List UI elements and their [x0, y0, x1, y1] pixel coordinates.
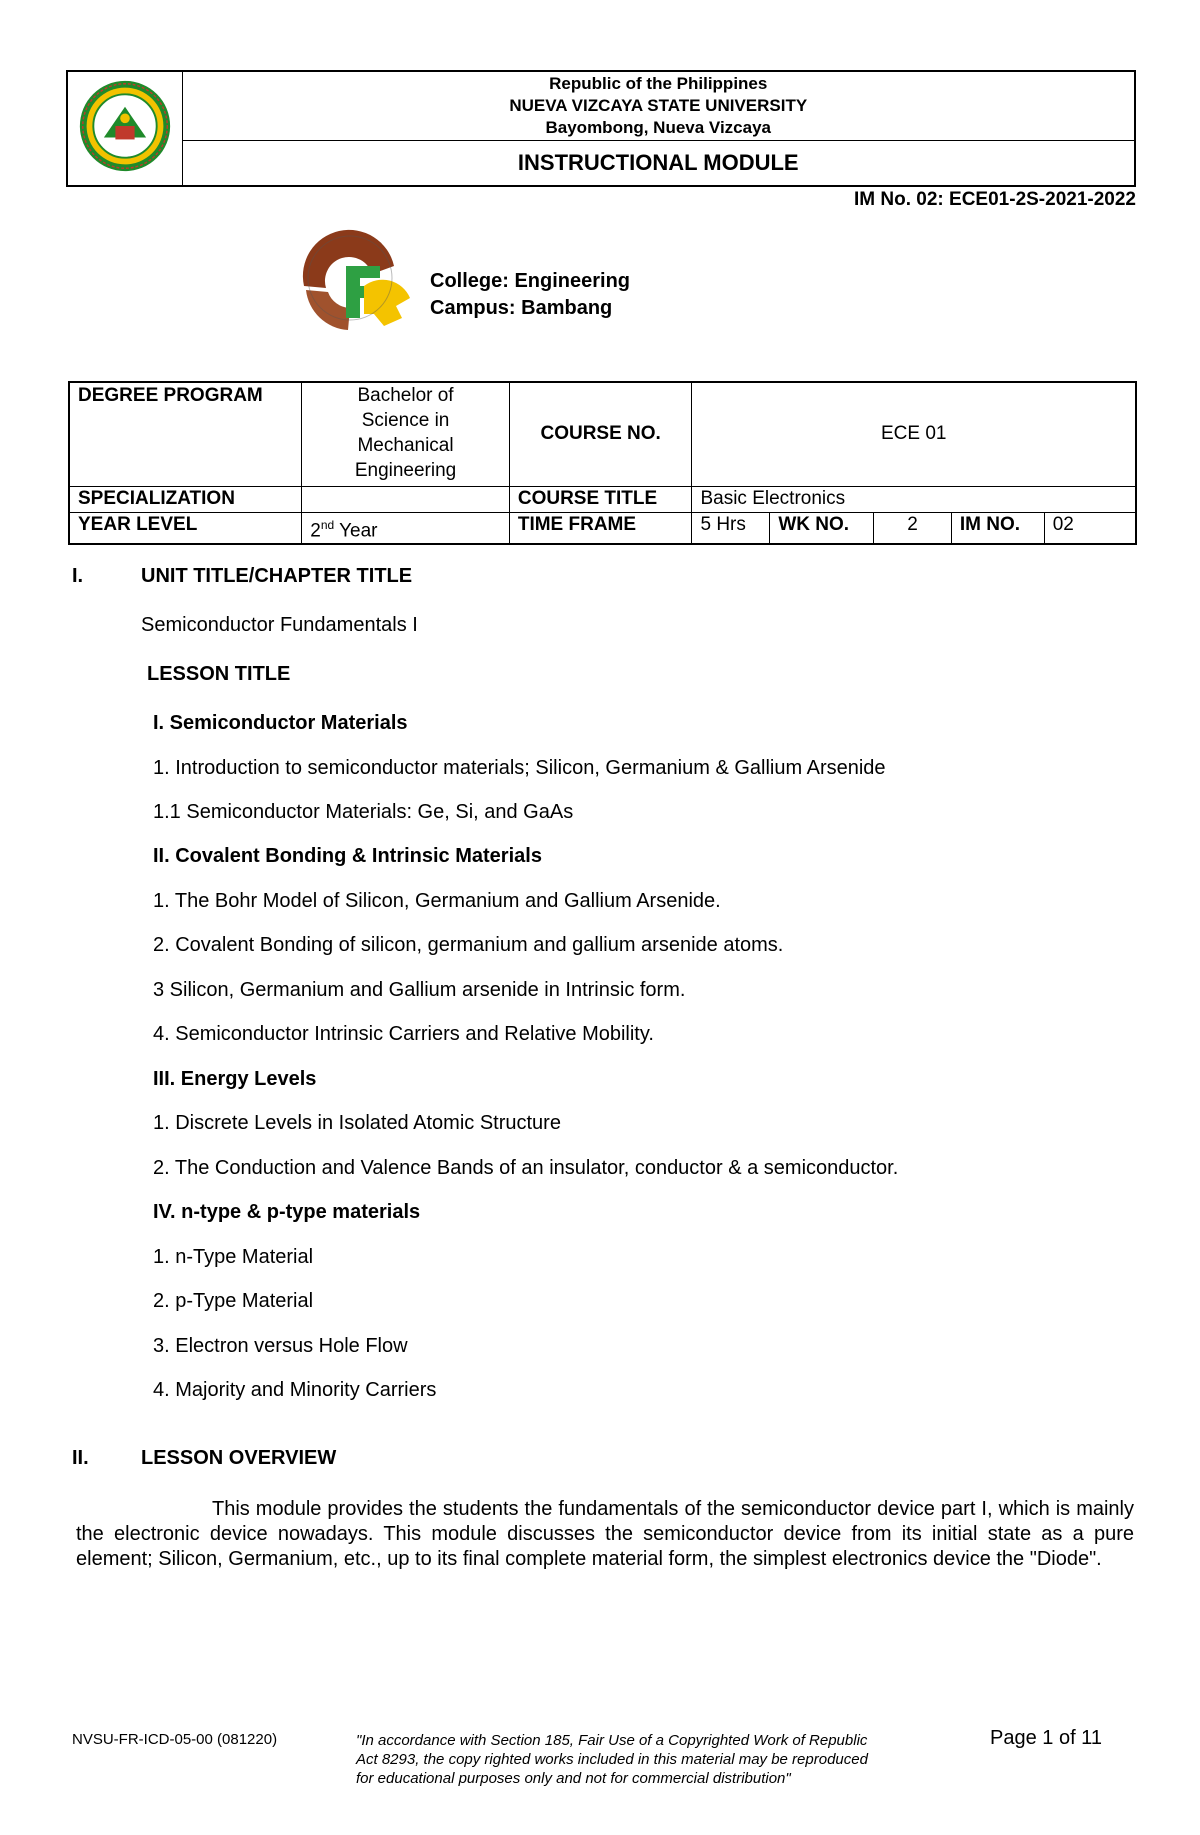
- page-number: Page 1 of 11: [990, 1727, 1102, 1749]
- section2-heading: LESSON OVERVIEW: [141, 1447, 337, 1469]
- topic-item: 1.1 Semiconductor Materials: Ge, Si, and GaAs: [153, 801, 574, 823]
- course-title-value: Basic Electronics: [692, 486, 1136, 512]
- year-level-word: Year: [334, 519, 378, 541]
- university-location: Bayombong, Nueva Vizcaya: [545, 117, 771, 137]
- topic-item: 1. The Bohr Model of Silicon, Germanium and Gallium Arsenide.: [153, 890, 721, 912]
- college-line: College: Engineering: [430, 270, 631, 292]
- engineering-college-logo-icon: [284, 226, 414, 336]
- topic-item: 3. Electron versus Hole Flow: [153, 1335, 408, 1357]
- topic-heading: I. Semiconductor Materials: [153, 712, 408, 734]
- course-title-label: COURSE TITLE: [509, 486, 692, 512]
- topic-item: 3 Silicon, Germanium and Gallium arsenide in Intrinsic form.: [153, 979, 686, 1001]
- section2-numeral: II.: [72, 1447, 89, 1469]
- topic-heading: IV. n-type & p-type materials: [153, 1201, 421, 1223]
- course-no-value: ECE 01: [692, 382, 1136, 486]
- college-info: [430, 268, 630, 322]
- section1-numeral: I.: [72, 565, 84, 587]
- topic-item: 2. p-Type Material: [153, 1290, 314, 1312]
- university-seal-icon: [77, 78, 173, 174]
- lesson-title-label: LESSON TITLE: [147, 663, 291, 685]
- degree-program-label: DEGREE PROGRAM: [69, 382, 302, 486]
- topic-item: 2. Covalent Bonding of silicon, germanium and gallium arsenide atoms.: [153, 934, 784, 956]
- university-name: NUEVA VIZCAYA STATE UNIVERSITY: [509, 95, 808, 115]
- topic-item: 1. Introduction to semiconductor materials; Silicon, Germanium & Gallium Arsenide: [153, 757, 886, 779]
- im-no-label: IM NO.: [951, 512, 1044, 544]
- section1-heading: UNIT TITLE/CHAPTER TITLE: [141, 565, 413, 587]
- specialization-label: SPECIALIZATION: [69, 486, 302, 512]
- degree-program-line: Bachelor of: [357, 385, 454, 406]
- campus-line: Campus: Bambang: [430, 297, 613, 319]
- specialization-value: [302, 486, 510, 512]
- document-header: [66, 70, 1136, 187]
- im-number: IM No. 02: ECE01-2S-2021-2022: [854, 189, 1136, 210]
- topic-item: 4. Semiconductor Intrinsic Carriers and Relative Mobility.: [153, 1023, 654, 1045]
- degree-program-line: Science in: [361, 410, 450, 431]
- form-code: NVSU-FR-ICD-05-00 (081220): [72, 1731, 278, 1748]
- republic-text: Republic of the Philippines: [549, 73, 768, 93]
- degree-program-value: [302, 382, 510, 486]
- copyright-notice: [356, 1731, 916, 1788]
- module-type-title: INSTRUCTIONAL MODULE: [182, 140, 1135, 186]
- wk-no-value: 2: [874, 512, 952, 544]
- topic-item: 1. Discrete Levels in Isolated Atomic Structure: [153, 1112, 561, 1134]
- overview-text: This module provides the students the fundamentals of the semiconductor device part I, which is mainly the electronic device nowadays. This module discusses the semiconductor device from its initial state as a pure element; Silicon, Germanium, etc., up to its final complete material form, the simplest electronics device the "Diode".: [76, 1498, 1134, 1570]
- topic-item: 4. Majority and Minority Carriers: [153, 1379, 437, 1401]
- university-logo-cell: [67, 71, 182, 186]
- wk-no-label: WK NO.: [770, 512, 874, 544]
- course-no-label: COURSE NO.: [509, 382, 692, 486]
- time-frame-value: 5 Hrs: [692, 512, 770, 544]
- year-level-sup: nd: [320, 517, 335, 532]
- degree-program-line: Mechanical: [357, 435, 454, 456]
- topic-heading: III. Energy Levels: [153, 1068, 317, 1090]
- time-frame-label: TIME FRAME: [509, 512, 692, 544]
- lesson-overview-paragraph: [76, 1497, 1134, 1572]
- notice-line: for educational purposes only and not for commercial distribution": [356, 1770, 791, 1787]
- year-level-value: [302, 512, 510, 544]
- year-level-label: YEAR LEVEL: [69, 512, 302, 544]
- topic-item: 2. The Conduction and Valence Bands of an insulator, conductor & a semiconductor.: [153, 1157, 899, 1179]
- topic-item: 1. n-Type Material: [153, 1246, 314, 1268]
- unit-title: Semiconductor Fundamentals I: [141, 614, 418, 636]
- institution-block: [182, 71, 1135, 140]
- year-level-num: 2: [310, 519, 321, 541]
- notice-line: "In accordance with Section 185, Fair Use of a Copyrighted Work of Republic: [356, 1732, 868, 1749]
- notice-line: Act 8293, the copy righted works included in this material may be reproduced: [356, 1751, 868, 1768]
- im-no-value: 02: [1044, 512, 1136, 544]
- course-info-table: [68, 381, 1137, 545]
- degree-program-line: Engineering: [354, 460, 457, 481]
- topic-heading: II. Covalent Bonding & Intrinsic Materials: [153, 845, 542, 867]
